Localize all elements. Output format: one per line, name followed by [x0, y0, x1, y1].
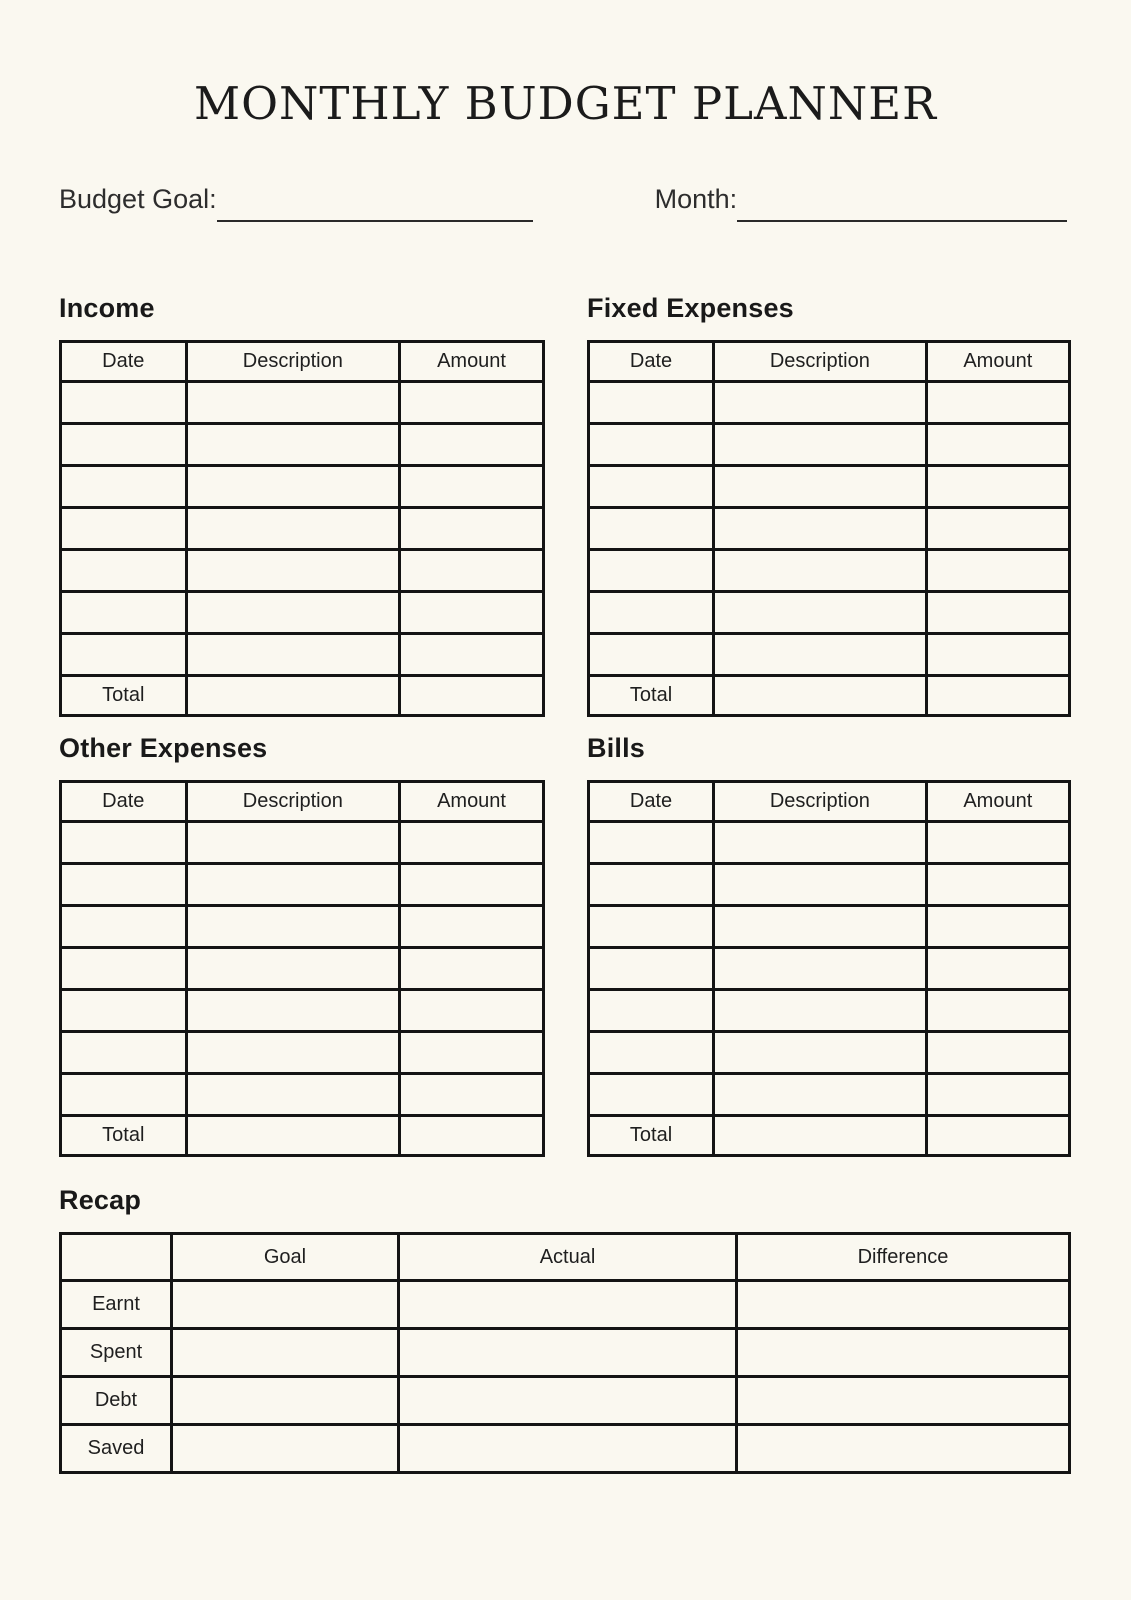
description-cell[interactable] — [186, 592, 399, 634]
total-label: Total — [589, 676, 714, 716]
total-row — [589, 1116, 1070, 1156]
amount-cell[interactable] — [926, 1074, 1069, 1116]
table-row — [589, 424, 1070, 466]
date-cell[interactable] — [61, 424, 187, 466]
recap-row-debt — [61, 1377, 1070, 1425]
table-row — [61, 424, 544, 466]
date-cell[interactable] — [61, 864, 187, 906]
amount-cell[interactable] — [400, 864, 544, 906]
header-fields-row — [59, 183, 1067, 222]
budget-goal-label: Budget Goal: — [59, 183, 217, 214]
total-label: Total — [589, 1116, 714, 1156]
actual-value-cell[interactable] — [399, 1281, 737, 1329]
tables-row-2 — [59, 731, 1071, 1157]
recap-row-label: Spent — [61, 1329, 172, 1377]
date-cell[interactable] — [589, 634, 714, 676]
actual-value-cell[interactable] — [399, 1377, 737, 1425]
description-cell[interactable] — [186, 508, 399, 550]
description-cell[interactable] — [186, 424, 399, 466]
description-cell[interactable] — [186, 906, 399, 948]
column-header-date: Date — [61, 782, 187, 822]
amount-cell[interactable] — [400, 634, 544, 676]
description-cell[interactable] — [186, 466, 399, 508]
date-cell[interactable] — [589, 906, 714, 948]
table-row — [61, 948, 544, 990]
recap-column-difference: Difference — [737, 1234, 1070, 1281]
amount-cell[interactable] — [400, 1032, 544, 1074]
description-cell[interactable] — [186, 382, 399, 424]
description-cell[interactable] — [186, 550, 399, 592]
recap-row-earnt — [61, 1281, 1070, 1329]
date-cell[interactable] — [61, 948, 187, 990]
date-cell[interactable] — [61, 592, 187, 634]
date-cell[interactable] — [61, 382, 187, 424]
amount-cell[interactable] — [400, 592, 544, 634]
recap-header-row — [61, 1234, 1070, 1281]
column-header-description: Description — [186, 782, 399, 822]
recap-row-label: Debt — [61, 1377, 172, 1425]
description-cell[interactable] — [714, 864, 927, 906]
total-label: Total — [61, 676, 187, 716]
column-header-date: Date — [589, 342, 714, 382]
difference-value-cell[interactable] — [737, 1329, 1070, 1377]
table-row — [61, 550, 544, 592]
date-cell[interactable] — [589, 1074, 714, 1116]
description-cell[interactable] — [714, 634, 927, 676]
fixed-expenses-heading: Fixed Expenses — [587, 293, 794, 324]
column-header-amount: Amount — [926, 342, 1069, 382]
total-description-cell[interactable] — [186, 1116, 399, 1156]
section-other-expenses — [59, 731, 545, 1157]
recap-column-actual: Actual — [399, 1234, 737, 1281]
amount-cell[interactable] — [926, 592, 1069, 634]
amount-cell[interactable] — [926, 424, 1069, 466]
table-row — [589, 382, 1070, 424]
table-row — [61, 1032, 544, 1074]
date-cell[interactable] — [589, 990, 714, 1032]
total-row — [61, 676, 544, 716]
recap-column-goal: Goal — [171, 1234, 398, 1281]
description-cell[interactable] — [714, 466, 927, 508]
recap-row-spent — [61, 1329, 1070, 1377]
amount-cell[interactable] — [400, 466, 544, 508]
table-row — [61, 466, 544, 508]
description-cell[interactable] — [714, 382, 927, 424]
goal-value-cell[interactable] — [171, 1281, 398, 1329]
description-cell[interactable] — [186, 822, 399, 864]
description-cell[interactable] — [714, 990, 927, 1032]
amount-cell[interactable] — [400, 424, 544, 466]
amount-cell[interactable] — [926, 1032, 1069, 1074]
total-amount-cell[interactable] — [926, 676, 1069, 716]
recap-row-label: Earnt — [61, 1281, 172, 1329]
total-description-cell[interactable] — [714, 1116, 927, 1156]
income-heading: Income — [59, 293, 155, 324]
table-row — [589, 822, 1070, 864]
table-header-row — [61, 342, 544, 382]
date-cell[interactable] — [589, 424, 714, 466]
table-row — [589, 592, 1070, 634]
date-cell[interactable] — [61, 822, 187, 864]
difference-value-cell[interactable] — [737, 1425, 1070, 1473]
description-cell[interactable] — [186, 1032, 399, 1074]
table-row — [589, 1074, 1070, 1116]
amount-cell[interactable] — [400, 382, 544, 424]
date-cell[interactable] — [589, 1032, 714, 1074]
table-row — [61, 382, 544, 424]
date-cell[interactable] — [61, 466, 187, 508]
month-field — [655, 183, 1067, 222]
date-cell[interactable] — [589, 382, 714, 424]
table-row — [61, 1074, 544, 1116]
bills-heading: Bills — [587, 733, 646, 764]
description-cell[interactable] — [714, 592, 927, 634]
date-cell[interactable] — [589, 864, 714, 906]
description-cell[interactable] — [186, 990, 399, 1032]
date-cell[interactable] — [61, 1032, 187, 1074]
description-cell[interactable] — [186, 864, 399, 906]
amount-cell[interactable] — [400, 508, 544, 550]
column-header-date: Date — [589, 782, 714, 822]
description-cell[interactable] — [714, 424, 927, 466]
recap-table — [59, 1232, 1071, 1474]
table-header-row — [589, 782, 1070, 822]
amount-cell[interactable] — [400, 1074, 544, 1116]
section-income — [59, 291, 545, 717]
month-label: Month: — [654, 183, 738, 214]
bills-table — [587, 780, 1071, 1157]
table-row — [61, 634, 544, 676]
date-cell[interactable] — [589, 592, 714, 634]
total-row — [61, 1116, 544, 1156]
total-amount-cell[interactable] — [400, 1116, 544, 1156]
page-title: MONTHLY BUDGET PLANNER — [194, 77, 937, 130]
other-expenses-table — [59, 780, 545, 1157]
table-row — [589, 864, 1070, 906]
section-bills — [587, 731, 1071, 1157]
table-row — [589, 550, 1070, 592]
table-row — [589, 508, 1070, 550]
fixed-expenses-table — [587, 340, 1071, 717]
amount-cell[interactable] — [926, 948, 1069, 990]
column-header-amount: Amount — [926, 782, 1069, 822]
table-header-row — [589, 342, 1070, 382]
other-expenses-heading: Other Expenses — [59, 733, 268, 764]
month-input-line[interactable] — [737, 192, 1067, 222]
section-fixed-expenses — [587, 291, 1071, 717]
table-row — [589, 466, 1070, 508]
table-row — [589, 948, 1070, 990]
table-row — [61, 508, 544, 550]
table-row — [61, 990, 544, 1032]
date-cell[interactable] — [61, 550, 187, 592]
amount-cell[interactable] — [400, 990, 544, 1032]
date-cell[interactable] — [61, 634, 187, 676]
amount-cell[interactable] — [926, 634, 1069, 676]
amount-cell[interactable] — [400, 822, 544, 864]
table-row — [61, 864, 544, 906]
total-amount-cell[interactable] — [926, 1116, 1069, 1156]
total-label: Total — [61, 1116, 187, 1156]
table-row — [589, 1032, 1070, 1074]
date-cell[interactable] — [61, 1074, 187, 1116]
recap-corner-cell — [61, 1234, 172, 1281]
total-row — [589, 676, 1070, 716]
tables-row-1 — [59, 291, 1071, 717]
column-header-description: Description — [714, 782, 927, 822]
goal-value-cell[interactable] — [171, 1377, 398, 1425]
amount-cell[interactable] — [926, 466, 1069, 508]
amount-cell[interactable] — [926, 822, 1069, 864]
description-cell[interactable] — [714, 948, 927, 990]
actual-value-cell[interactable] — [399, 1425, 737, 1473]
table-row — [61, 592, 544, 634]
column-header-description: Description — [714, 342, 927, 382]
section-recap — [59, 1183, 1071, 1474]
description-cell[interactable] — [714, 906, 927, 948]
column-header-date: Date — [61, 342, 187, 382]
description-cell[interactable] — [186, 948, 399, 990]
actual-value-cell[interactable] — [399, 1329, 737, 1377]
total-description-cell[interactable] — [186, 676, 399, 716]
total-amount-cell[interactable] — [400, 676, 544, 716]
amount-cell[interactable] — [400, 948, 544, 990]
table-row — [589, 990, 1070, 1032]
date-cell[interactable] — [589, 822, 714, 864]
column-header-amount: Amount — [400, 782, 544, 822]
description-cell[interactable] — [714, 508, 927, 550]
amount-cell[interactable] — [926, 550, 1069, 592]
column-header-amount: Amount — [400, 342, 544, 382]
date-cell[interactable] — [589, 466, 714, 508]
amount-cell[interactable] — [926, 864, 1069, 906]
description-cell[interactable] — [186, 634, 399, 676]
date-cell[interactable] — [61, 906, 187, 948]
difference-value-cell[interactable] — [737, 1377, 1070, 1425]
description-cell[interactable] — [714, 1032, 927, 1074]
amount-cell[interactable] — [926, 382, 1069, 424]
description-cell[interactable] — [714, 822, 927, 864]
date-cell[interactable] — [61, 508, 187, 550]
table-row — [589, 634, 1070, 676]
date-cell[interactable] — [61, 990, 187, 1032]
date-cell[interactable] — [589, 508, 714, 550]
goal-value-cell[interactable] — [171, 1329, 398, 1377]
budget-goal-input-line[interactable] — [217, 192, 533, 222]
table-row — [61, 906, 544, 948]
date-cell[interactable] — [589, 948, 714, 990]
column-header-description: Description — [186, 342, 399, 382]
goal-value-cell[interactable] — [171, 1425, 398, 1473]
budget-goal-field — [59, 183, 533, 222]
recap-row-label: Saved — [61, 1425, 172, 1473]
description-cell[interactable] — [714, 550, 927, 592]
amount-cell[interactable] — [926, 906, 1069, 948]
total-description-cell[interactable] — [714, 676, 927, 716]
amount-cell[interactable] — [400, 550, 544, 592]
amount-cell[interactable] — [926, 508, 1069, 550]
amount-cell[interactable] — [926, 990, 1069, 1032]
difference-value-cell[interactable] — [737, 1281, 1070, 1329]
table-row — [61, 822, 544, 864]
income-table — [59, 340, 545, 717]
table-header-row — [61, 782, 544, 822]
description-cell[interactable] — [714, 1074, 927, 1116]
description-cell[interactable] — [186, 1074, 399, 1116]
date-cell[interactable] — [589, 550, 714, 592]
table-row — [589, 906, 1070, 948]
recap-heading: Recap — [59, 1185, 142, 1216]
recap-row-saved — [61, 1425, 1070, 1473]
amount-cell[interactable] — [400, 906, 544, 948]
